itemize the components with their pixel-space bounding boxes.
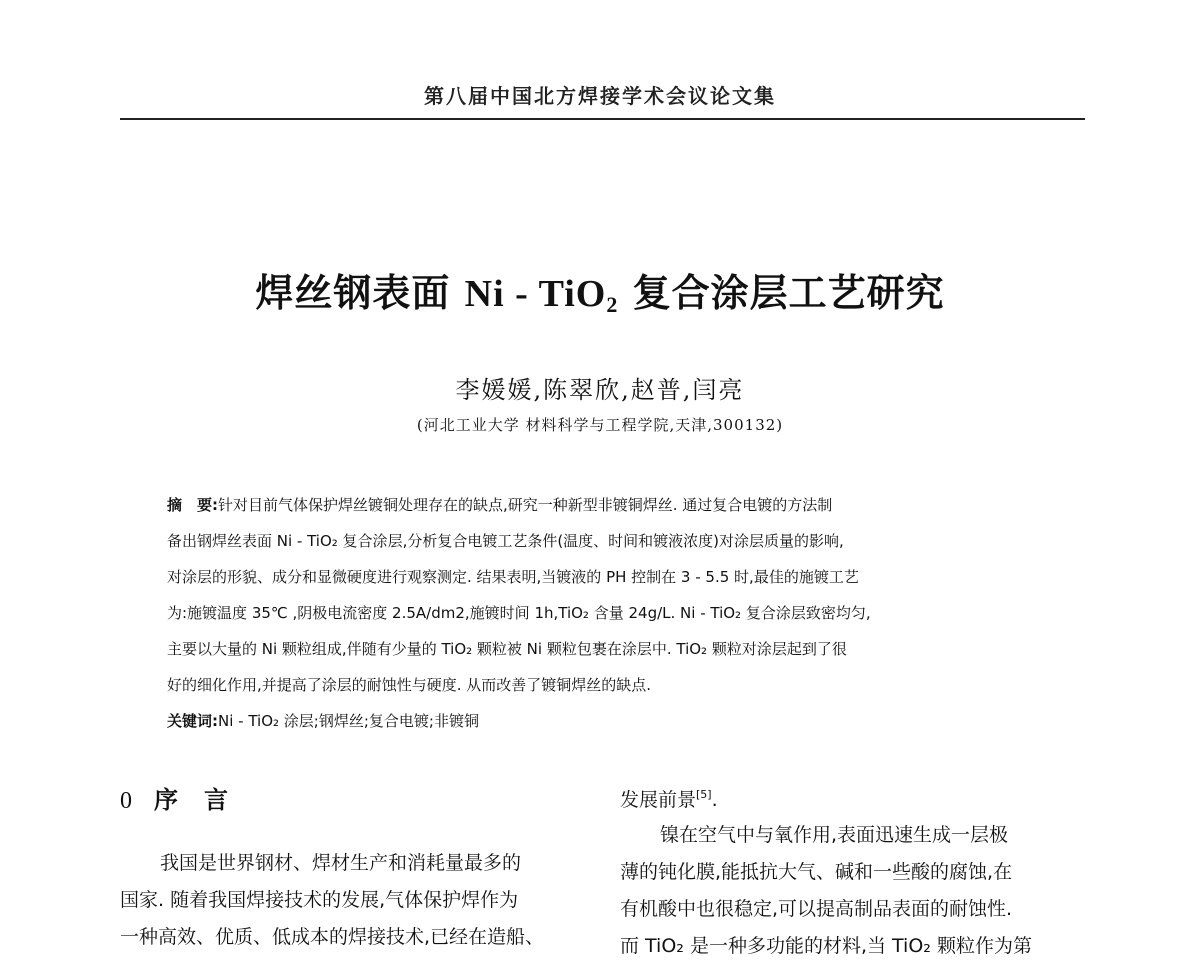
paragraph-line xyxy=(620,780,1090,817)
title-formula-main: Ni - TiO xyxy=(464,273,607,315)
title-formula-sub: 2 xyxy=(606,292,619,317)
abstract-line: 备出钢焊丝表面 Ni - TiO₂ 复合涂层,分析复合电镀工艺条件(温度、时间和镀液浓度)对涂层质量的影响, xyxy=(167,532,844,550)
keywords-label: 关键词: xyxy=(167,712,218,730)
paragraph-line: 薄的钝化膜,能抵抗大气、碱和一些酸的腐蚀,在 xyxy=(620,861,1013,883)
affiliation: (河北工业大学 材料科学与工程学院,天津,300132) xyxy=(416,416,784,434)
abstract-text: 针对目前气体保护焊丝镀铜处理存在的缺点,研究一种新型非镀铜焊丝. 通过复合电镀的方法制 xyxy=(218,496,833,514)
paragraph-line: 一种高效、优质、低成本的焊接技术,已经在造船、 xyxy=(120,926,545,948)
title-formula xyxy=(465,273,619,315)
section-title: 序言 xyxy=(154,786,254,814)
abstract xyxy=(167,487,1037,739)
right-column xyxy=(620,780,1090,965)
paper-title xyxy=(0,262,1200,318)
abstract-line xyxy=(167,487,1037,523)
running-header: 第八届中国北方焊接学术会议论文集 xyxy=(424,84,776,108)
paragraph-line: 镍在空气中与氧作用,表面迅速生成一层极 xyxy=(660,824,1009,846)
abstract-line: 主要以大量的 Ni 颗粒组成,伴随有少量的 TiO₂ 颗粒被 Ni 颗粒包裹在涂层中. TiO₂ 颗粒对涂层起到了很 xyxy=(167,640,847,658)
left-body-text xyxy=(120,845,590,956)
right-body-text xyxy=(620,780,1090,965)
header-rule xyxy=(120,118,1085,120)
continued-text: 发展前景 xyxy=(620,789,697,811)
title-suffix: 复合涂层工艺研究 xyxy=(618,270,945,315)
citation-ref: [5] xyxy=(696,788,712,801)
abstract-line: 好的细化作用,并提高了涂层的耐蚀性与硬度. 从而改善了镀铜焊丝的缺点. xyxy=(167,676,652,694)
section-heading xyxy=(120,780,590,820)
abstract-label: 摘 要: xyxy=(167,496,218,514)
abstract-line: 为:施镀温度 35℃ ,阴极电流密度 2.5A/dm2,施镀时间 1h,TiO₂ 含量 24g/L. Ni - TiO₂ 复合涂层致密均匀, xyxy=(167,604,871,622)
keywords-line xyxy=(167,703,1037,739)
left-column xyxy=(120,780,590,956)
authors: 李媛媛,陈翠欣,赵普,闫亮 xyxy=(455,376,745,404)
abstract-line: 对涂层的形貌、成分和显微硬度进行观察测定. 结果表明,当镀液的 PH 控制在 3 - 5.5 时,最佳的施镀工艺 xyxy=(167,568,859,586)
paragraph-line: 国家. 随着我国焊接技术的发展,气体保护焊作为 xyxy=(120,889,519,911)
paragraph-line: 有机酸中也很稳定,可以提高制品表面的耐蚀性. xyxy=(620,898,1013,920)
continued-text-end: . xyxy=(711,789,718,811)
keywords-text: Ni - TiO₂ 涂层;钢焊丝;复合电镀;非镀铜 xyxy=(218,712,479,730)
paragraph-line: 而 TiO₂ 是一种多功能的材料,当 TiO₂ 颗粒作为第 xyxy=(620,935,1032,957)
section-number: 0 xyxy=(120,788,132,814)
paragraph-line: 我国是世界钢材、焊材生产和消耗量最多的 xyxy=(160,852,522,874)
title-prefix: 焊丝钢表面 xyxy=(255,270,465,315)
